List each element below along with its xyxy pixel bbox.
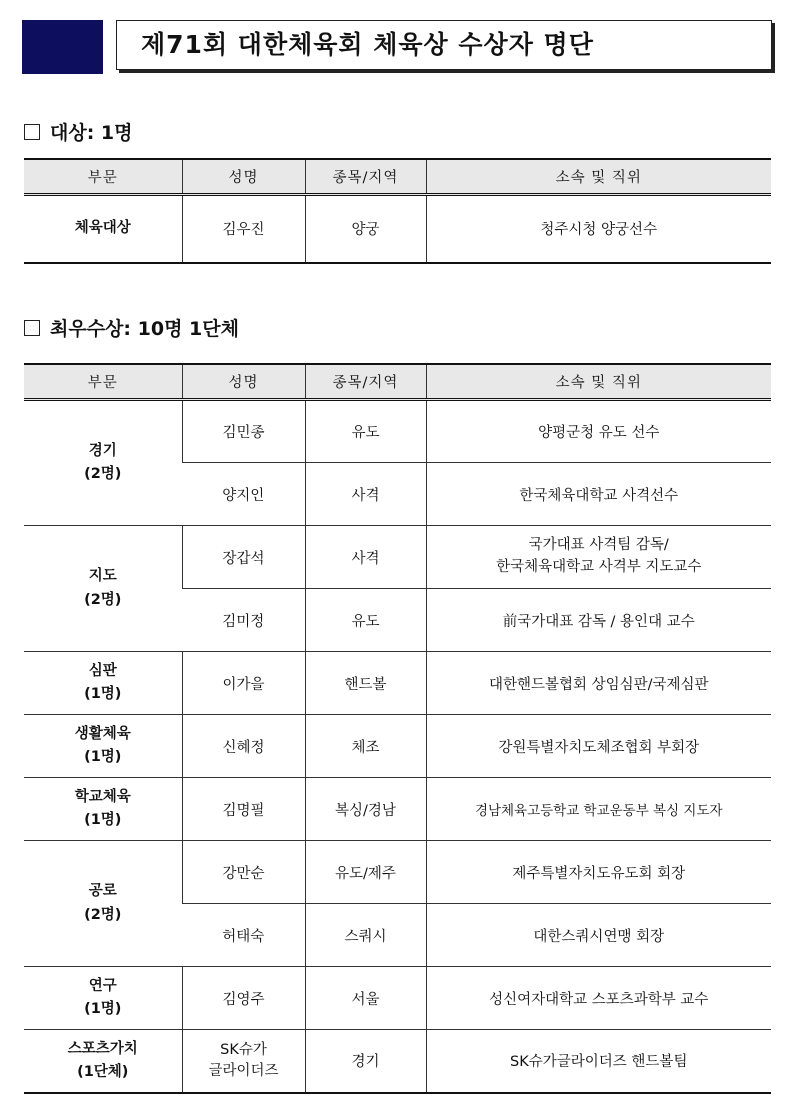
- category-cell: 지도 (2명): [24, 526, 182, 652]
- header-sport-region: 종목/지역: [305, 159, 426, 195]
- header-category: 부문: [24, 364, 182, 400]
- sport-cell: 스쿼시: [305, 904, 426, 967]
- sport-cell: 사격: [305, 526, 426, 589]
- name-cell: 김명필: [182, 778, 305, 841]
- name-cell: 김우진: [182, 195, 305, 263]
- header-name: 성명: [182, 364, 305, 400]
- sport-cell: 핸드볼: [305, 652, 426, 715]
- sport-cell: 양궁: [305, 195, 426, 263]
- header-affiliation: 소속 및 직위: [426, 159, 771, 195]
- table-header-row: [24, 364, 771, 400]
- sport-cell: 유도: [305, 589, 426, 652]
- section-heading-excellence-award: 최우수상: 10명 1단체: [24, 314, 239, 341]
- document-title: 제71회 대한체육회 체육상 수상자 명단: [141, 30, 594, 59]
- table-row: [24, 1030, 771, 1093]
- header-name: 성명: [182, 159, 305, 195]
- affiliation-cell: 경남체육고등학교 학교운동부 복싱 지도자: [426, 778, 771, 841]
- affiliation-cell: 한국체육대학교 사격선수: [426, 463, 771, 526]
- name-cell: SK슈가 글라이더즈: [182, 1030, 305, 1093]
- table-row: [24, 967, 771, 1030]
- table-row: [24, 715, 771, 778]
- table-row: [24, 652, 771, 715]
- affiliation-cell: 청주시청 양궁선수: [426, 195, 771, 263]
- header-sport-region: 종목/지역: [305, 364, 426, 400]
- affiliation-cell: 성신여자대학교 스포츠과학부 교수: [426, 967, 771, 1030]
- affiliation-cell: SK슈가글라이더즈 핸드볼팀: [426, 1030, 771, 1093]
- title-box: [116, 20, 772, 70]
- sport-cell: 유도/제주: [305, 841, 426, 904]
- affiliation-cell: 국가대표 사격팀 감독/ 한국체육대학교 사격부 지도교수: [426, 526, 771, 589]
- affiliation-cell: 양평군청 유도 선수: [426, 400, 771, 463]
- category-cell: 연구 (1명): [24, 967, 182, 1030]
- affiliation-cell: 대한스쿼시연맹 회장: [426, 904, 771, 967]
- name-cell: 이가을: [182, 652, 305, 715]
- table-row: [24, 195, 771, 263]
- table-row: [24, 526, 771, 589]
- category-cell: 학교체육 (1명): [24, 778, 182, 841]
- name-cell: 양지인: [182, 463, 305, 526]
- table-row: [24, 841, 771, 904]
- sport-cell: 사격: [305, 463, 426, 526]
- sport-cell: 경기: [305, 1030, 426, 1093]
- category-cell: 스포츠가치 (1단체): [24, 1030, 182, 1093]
- affiliation-cell: 강원특별자치도체조협회 부회장: [426, 715, 771, 778]
- sport-cell: 복싱/경남: [305, 778, 426, 841]
- grand-prize-table: [24, 158, 771, 264]
- name-cell: 김미정: [182, 589, 305, 652]
- table-row: [24, 778, 771, 841]
- title-accent-block: [22, 20, 103, 74]
- category-cell: 심판 (1명): [24, 652, 182, 715]
- section-heading-grand-prize: 대상: 1명: [24, 118, 133, 145]
- category-cell: 경기 (2명): [24, 400, 182, 526]
- sport-cell: 체조: [305, 715, 426, 778]
- sport-cell: 서울: [305, 967, 426, 1030]
- document-title-banner: [22, 20, 772, 74]
- name-cell: 허태숙: [182, 904, 305, 967]
- affiliation-cell: 제주특별자치도유도회 회장: [426, 841, 771, 904]
- name-cell: 신혜정: [182, 715, 305, 778]
- name-cell: 김영주: [182, 967, 305, 1030]
- checkbox-square-icon: [24, 320, 40, 336]
- name-cell: 강만순: [182, 841, 305, 904]
- header-category: 부문: [24, 159, 182, 195]
- name-cell: 장갑석: [182, 526, 305, 589]
- name-cell: 김민종: [182, 400, 305, 463]
- header-affiliation: 소속 및 직위: [426, 364, 771, 400]
- excellence-award-table: [24, 363, 771, 1094]
- affiliation-cell: 前국가대표 감독 / 용인대 교수: [426, 589, 771, 652]
- category-cell: 공로 (2명): [24, 841, 182, 967]
- category-cell: 생활체육 (1명): [24, 715, 182, 778]
- category-cell: 체육대상: [24, 195, 182, 263]
- sport-cell: 유도: [305, 400, 426, 463]
- table-header-row: [24, 159, 771, 195]
- checkbox-square-icon: [24, 124, 40, 140]
- affiliation-cell: 대한핸드볼협회 상임심판/국제심판: [426, 652, 771, 715]
- table-row: [24, 400, 771, 463]
